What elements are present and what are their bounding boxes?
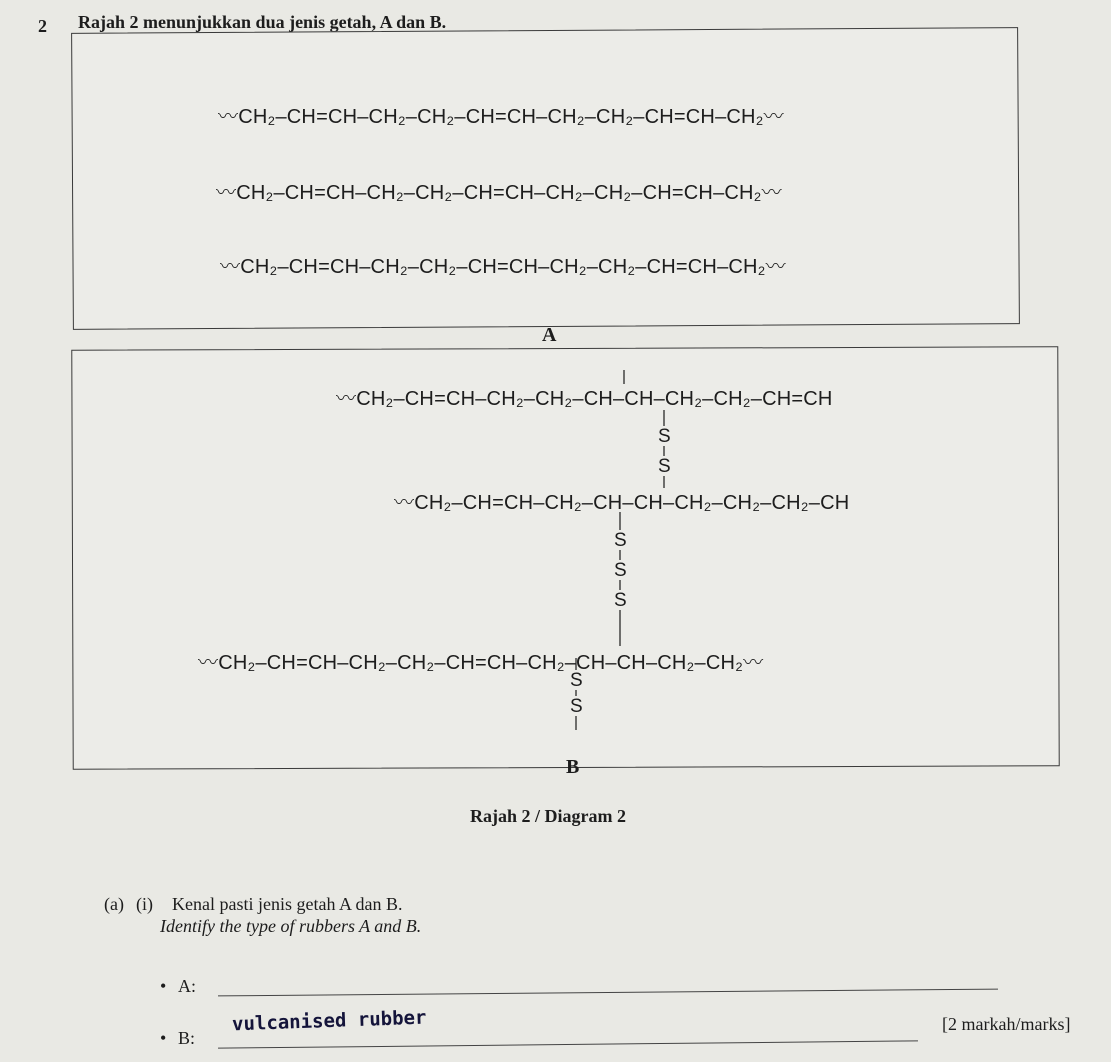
wavy-bond-icon: 〰 bbox=[763, 106, 784, 128]
diagram-b-label: B bbox=[566, 756, 580, 778]
chain-formula: CH₂–CH=CH–CH₂–CH–CH–CH₂–CH₂–CH₂–CH bbox=[414, 492, 850, 514]
answer-b-bullet: • bbox=[160, 1028, 167, 1048]
wavy-bond-icon: 〰 bbox=[761, 182, 782, 204]
sulfur-atom: S bbox=[614, 560, 627, 581]
marks-label: [2 markah/marks] bbox=[942, 1014, 1071, 1034]
wavy-bond-icon: 〰 bbox=[394, 492, 415, 514]
sulfur-atom: S bbox=[614, 590, 627, 611]
wavy-bond-icon: 〰 bbox=[765, 256, 786, 278]
sulfur-atom: S bbox=[658, 426, 671, 447]
wavy-bond-icon: 〰 bbox=[336, 388, 357, 410]
answer-a-label: A: bbox=[178, 976, 196, 996]
part-a-sub-label: (i) bbox=[136, 894, 153, 914]
wavy-bond-icon: 〰 bbox=[220, 256, 241, 278]
chain-formula: CH₂–CH=CH–CH₂–CH₂–CH=CH–CH₂–CH₂–CH=CH–CH₂ bbox=[236, 182, 762, 204]
sulfur-atom: S bbox=[658, 456, 671, 477]
answer-b-text: vulcanised rubber bbox=[231, 1006, 427, 1036]
chain-formula: CH₂–CH=CH–CH₂–CH₂–CH=CH–CH₂–CH–CH–CH₂–CH₂ bbox=[218, 652, 744, 674]
diagram-a-label: A bbox=[542, 324, 557, 346]
diagram-caption: Rajah 2 / Diagram 2 bbox=[470, 806, 626, 826]
part-a-label: (a) bbox=[104, 894, 124, 914]
question-title-malay: Rajah 2 menunjukkan dua jenis getah, A dan B. bbox=[78, 12, 447, 32]
sulfur-atom: S bbox=[570, 670, 583, 691]
sulfur-atom: S bbox=[614, 530, 627, 551]
wavy-bond-icon: 〰 bbox=[198, 652, 219, 674]
chain-formula: CH₂–CH=CH–CH₂–CH₂–CH–CH–CH₂–CH₂–CH=CH bbox=[356, 388, 833, 410]
part-a-question-malay: Kenal pasti jenis getah A dan B. bbox=[172, 894, 403, 914]
wavy-bond-icon: 〰 bbox=[216, 182, 237, 204]
wavy-bond-icon: 〰 bbox=[218, 106, 239, 128]
answer-a-bullet: • bbox=[160, 976, 167, 996]
question-number: 2 bbox=[38, 16, 47, 36]
part-a-question-english: Identify the type of rubbers A and B. bbox=[160, 916, 422, 936]
chain-formula: CH₂–CH=CH–CH₂–CH₂–CH=CH–CH₂–CH₂–CH=CH–CH₂ bbox=[240, 256, 766, 278]
sulfur-atom: S bbox=[570, 696, 583, 717]
chain-formula: CH₂–CH=CH–CH₂–CH₂–CH=CH–CH₂–CH₂–CH=CH–CH₂ bbox=[238, 106, 764, 128]
wavy-bond-icon: 〰 bbox=[743, 652, 764, 674]
answer-b-label: B: bbox=[178, 1028, 196, 1048]
